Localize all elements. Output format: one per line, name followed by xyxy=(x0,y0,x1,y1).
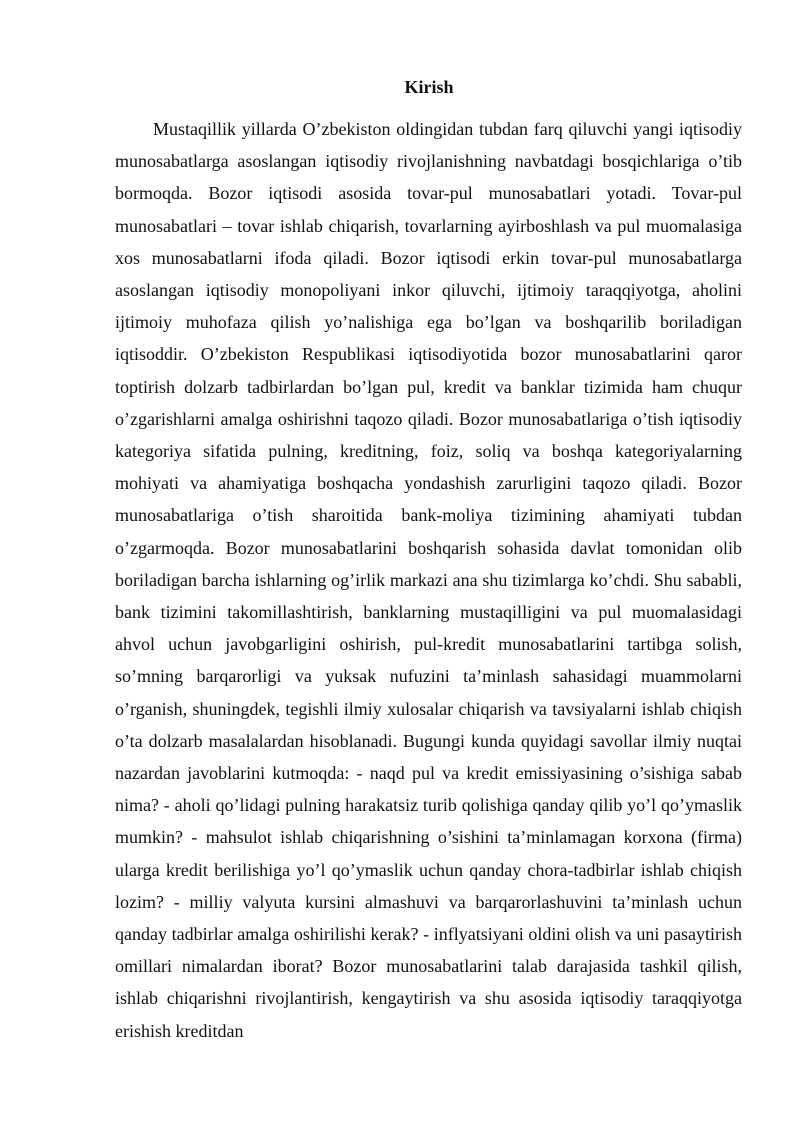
page-title: Kirish xyxy=(404,77,454,97)
body-paragraph: Mustaqillik yillarda O’zbekiston oldingidan tubdan farq qiluvchi yangi iqtisodiy munosabatlarga asoslangan iqtisodiy rivojlanishning navbatdagi bosqichlariga o’tib bormoqda. Bozor iqtisodi asosida tovar-pul munosabatlari yotadi. Tovar-pul munosabatlari – tovar ishlab chiqarish, tovarlarning ayirboshlash va pul muomalasiga xos munosabatlarni ifoda qiladi. Bozor iqtisodi erkin tovar-pul munosabatlarga asoslangan iqtisodiy monopoliyani inkor qiluvchi, ijtimoiy taraqqiyotga, aholini ijtimoiy muhofaza qilish yo’nalishiga ega bo’lgan va boshqarilib boriladigan iqtisoddir. O’zbekiston Respublikasi iqtisodiyotida bozor munosabatlarini qaror toptirish dolzarb tadbirlardan bo’lgan pul, kredit va banklar tizimida ham chuqur o’zgarishlarni amalga oshirishni taqozo qiladi. Bozor munosabatlariga o’tish iqtisodiy kategoriya sifatida pulning, kreditning, foiz, soliq va boshqa kategoriyalarning mohiyati va ahamiyatiga boshqacha yondashish zarurligini taqozo qiladi. Bozor munosabatlariga o’tish sharoitida bank-moliya tizimining ahamiyati tubdan o’zgarmoqda. Bozor munosabatlarini boshqarish sohasida davlat tomonidan olib boriladigan barcha ishlarning og’irlik markazi ana shu tizimlarga ko’chdi. Shu sababli, bank tizimini takomillashtirish, banklarning mustaqilligini va pul muomalasidagi ahvol uchun javobgarligini oshirish, pul-kredit munosabatlarini tartibga solish, so’mning barqarorligi va yuksak nufuzini ta’minlash sahasidagi muammolarni o’rganish, shuningdek, tegishli ilmiy xulosalar chiqarish va tavsiyalarni ishlab chiqish o’ta dolzarb masalalardan hisoblanadi. Bugungi kunda quyidagi savollar ilmiy nuqtai nazardan javoblarini kutmoqda: - naqd pul va kredit emissiyasining o’sishiga sabab nima? - aholi qo’lidagi pulning harakatsiz turib qolishiga qanday qilib yo’l qo’ymaslik mumkin? - mahsulot ishlab chiqarishning o’sishini ta’minlamagan korxona (firma) ularga kredit berilishiga yo’l qo’ymaslik uchun qanday chora-tadbirlar ishlab chiqish lozim? - milliy valyuta kursini almashuvi va barqarorlashuvini ta’minlash uchun qanday tadbirlar amalga oshirilishi kerak? - inflyatsiyani oldini olish va uni pasaytirish omillari nimalardan iborat? Bozor munosabatlarini talab darajasida tashkil qilish, ishlab chiqarishni rivojlantirish, kengaytirish va shu asosida iqtisodiy taraqqiyotga erishish kreditdan xyxy=(115,119,742,1041)
